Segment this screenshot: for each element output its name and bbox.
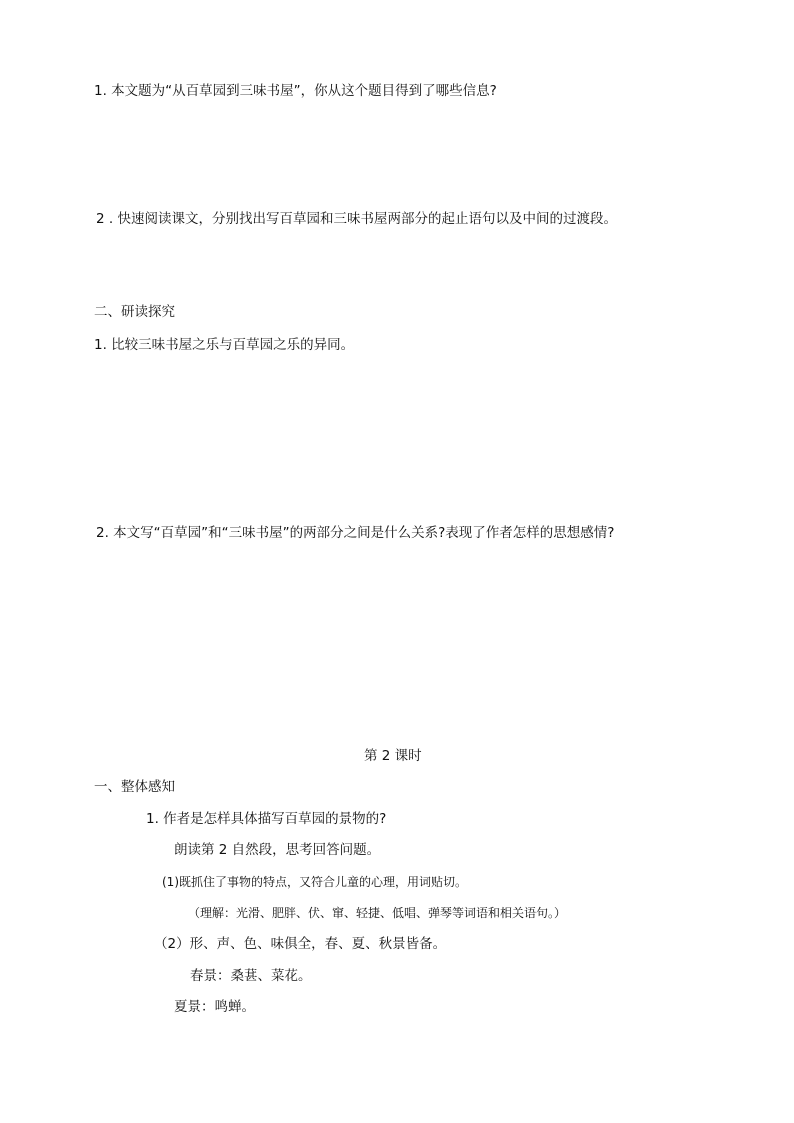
- lesson-title: 第 2 课时: [364, 748, 422, 764]
- answer-note-1: （理解：光滑、肥胖、伏、窜、轻捷、低唱、弹琴等词语和相关语句。）: [188, 906, 567, 920]
- answer-point-2: （2）形、声、色、味俱全，春、夏、秋景皆备。: [154, 936, 447, 952]
- reading-instruction: 朗读第 2 自然段，思考回答问题。: [174, 842, 381, 858]
- section-heading-research: 二、研读探究: [94, 304, 175, 320]
- research-question-1: 1. 比较三味书屋之乐与百草园之乐的异同。: [94, 337, 355, 353]
- spring-scenery: 春景：桑葚、菜花。: [190, 968, 312, 984]
- summer-scenery: 夏景：鸣蝉。: [174, 999, 255, 1015]
- section-heading-overview: 一、整体感知: [94, 779, 175, 795]
- question-2: 2 . 快速阅读课文，分别找出写百草园和三味书屋两部分的起止语句以及中间的过渡段。: [96, 211, 617, 227]
- answer-point-1: (1)既抓住了事物的特点，又符合儿童的心理，用词贴切。: [162, 875, 468, 889]
- research-question-2: 2. 本文写“百草园”和“三味书屋”的两部分之间是什么关系?表现了作者怎样的思想感情?: [96, 525, 615, 541]
- overview-question-1: 1. 作者是怎样具体描写百草园的景物的?: [146, 811, 387, 827]
- question-1: 1. 本文题为“从百草园到三味书屋”，你从这个题目得到了哪些信息?: [94, 83, 497, 99]
